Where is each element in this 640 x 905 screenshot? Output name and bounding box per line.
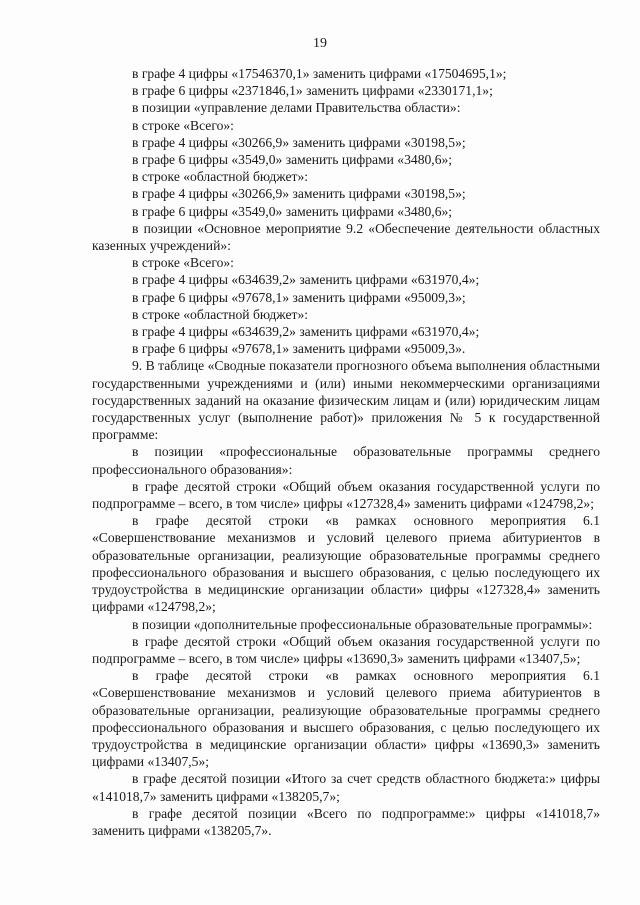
paragraph: в графе десятой строки «в рамках основного мероприятия 6.1 «Совершенствование механизмов и условий целевого приема абитуриентов в образовательные организации, реализующие образовательные программы среднего профессионального образования и высшего образования, с целью последующего их трудоустройства в медицинские организации области» цифры «127328,4» заменить цифрами «124798,2»; bbox=[92, 513, 600, 615]
text-line: в графе 6 цифры «97678,1» заменить цифрами «95009,3». bbox=[132, 341, 466, 357]
paragraph: в графе десятой строки «Общий объем оказания государственной услуги по подпрограмме – всего, в том числе» цифры «13690,3» заменить цифрами «13407,5»; bbox=[92, 633, 600, 666]
paragraph: 9. В таблице «Сводные показатели прогнозного объема выполнения областными государственными учреждениями и (или) иными некоммерческими организациями государственных заданий на оказание физическим лицам и (или) юридическим лицам государственных услуг (выполнение работ)» приложения № 5 к государственной программе: bbox=[92, 358, 600, 443]
paragraph: в графе десятой строки «в рамках основного мероприятия 6.1 «Совершенствование механизмов и условий целевого приема абитуриентов в образовательные организации, реализующие образовательные программы среднего профессионального образования и высшего образования, с целью последующего их трудоустройства в медицинские организации области» цифры «13690,3» заменить цифрами «13407,5»; bbox=[92, 668, 600, 770]
paragraph: в позиции «Основное мероприятие 9.2 «Обеспечение деятельности областных казенных учреждений»: bbox=[92, 220, 600, 254]
text-line: в строке «областной бюджет»: bbox=[132, 169, 309, 185]
text-line: в позиции «управление делами Правительства области»: bbox=[132, 100, 461, 116]
text-line: в строке «областной бюджет»: bbox=[132, 306, 309, 322]
text-line: в графе 4 цифры «634639,2» заменить цифрами «631970,4»; bbox=[132, 324, 480, 340]
text-line: в графе 4 цифры «30266,9» заменить цифрами «30198,5»; bbox=[132, 134, 466, 150]
text-line: в строке «Всего»: bbox=[132, 117, 234, 133]
text-line: в графе 6 цифры «3549,0» заменить цифрами «3480,6»; bbox=[132, 203, 453, 219]
paragraph: в графе десятой позиции «Итого за счет средств областного бюджета:» цифры «141018,7» заменить цифрами «138205,7»; bbox=[92, 771, 600, 804]
text-line: в графе 6 цифры «3549,0» заменить цифрами «3480,6»; bbox=[132, 152, 453, 168]
paragraph: в позиции «профессиональные образовательные программы среднего профессионального образования»: bbox=[92, 444, 600, 477]
text-line: в графе 4 цифры «634639,2» заменить цифрами «631970,4»; bbox=[132, 272, 480, 288]
text-line: в строке «Всего»: bbox=[132, 255, 234, 271]
paragraph: в графе десятой позиции «Всего по подпрограмме:» цифры «141018,7» заменить цифрами «138205,7». bbox=[92, 805, 600, 838]
paragraph: в позиции «дополнительные профессиональные образовательные программы»: bbox=[132, 616, 593, 632]
document-body bbox=[92, 65, 600, 839]
text-line: в графе 4 цифры «17546370,1» заменить цифрами «17504695,1»; bbox=[132, 66, 507, 81]
text-line: в графе 6 цифры «97678,1» заменить цифрами «95009,3»; bbox=[132, 289, 466, 305]
text-line: в графе 6 цифры «2371846,1» заменить цифрами «2330171,1»; bbox=[132, 83, 493, 99]
paragraph: в графе десятой строки «Общий объем оказания государственной услуги по подпрограмме – всего, в том числе» цифры «127328,4» заменить цифрами «124798,2»; bbox=[92, 478, 600, 512]
text-line: в графе 4 цифры «30266,9» заменить цифрами «30198,5»; bbox=[132, 186, 466, 202]
page-number: 19 bbox=[313, 36, 327, 51]
